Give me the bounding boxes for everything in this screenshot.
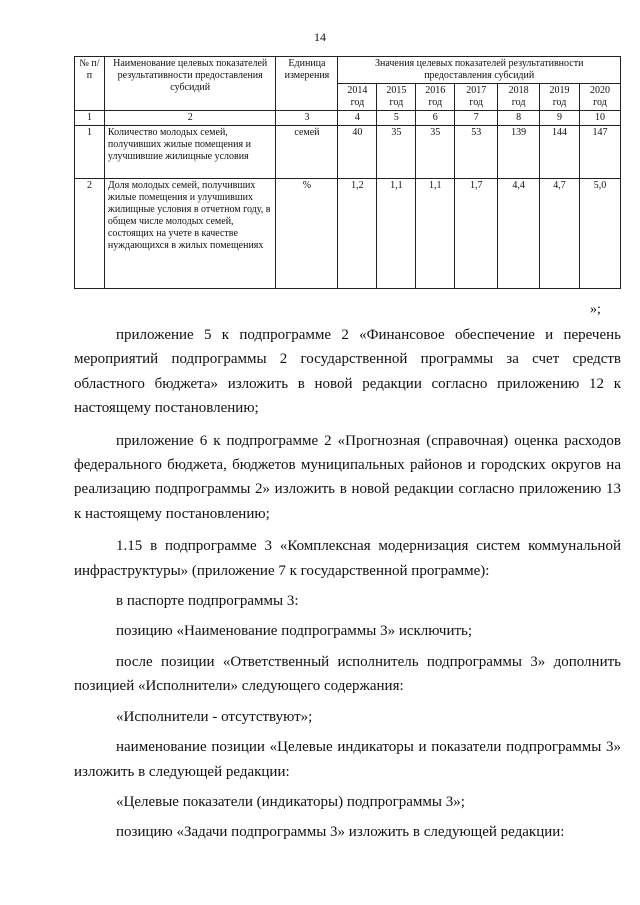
table-row	[75, 126, 621, 179]
row-value: 1,2	[338, 179, 377, 289]
row-value: 147	[580, 126, 621, 179]
col-number: 1	[75, 111, 105, 126]
row-value: 4,4	[498, 179, 540, 289]
paragraph: приложение 6 к подпрограмме 2 «Прогнозная (справочная) оценка расходов федерального бюджета, бюджетов муниципальных районов и городских округов на реализацию подпрограммы 2» изложить в новой редакции согласно приложению 13 к настоящему постановлению;	[74, 432, 621, 522]
header-year: 2015 год	[377, 84, 416, 111]
paragraph: позицию «Задачи подпрограммы 3» изложить в следующей редакции:	[116, 824, 565, 841]
header-year: 2018 год	[498, 84, 540, 111]
paragraph: наименование позиции «Целевые индикаторы и показатели подпрограммы 3» изложить в следующей редакции:	[74, 739, 621, 780]
row-name: Доля молодых семей, получивших жилые помещения и улучшивших жилищные условия в отчетном году, в общем числе молодых семей, состоящих на учете в качестве нуждающихся в жилых помещениях	[104, 179, 276, 289]
page-number: 14	[314, 30, 326, 44]
header-year: 2020 год	[580, 84, 621, 111]
row-value: 1,1	[416, 179, 455, 289]
row-num: 2	[75, 179, 105, 289]
col-number: 3	[276, 111, 338, 126]
paragraph: «Исполнители - отсутствуют»;	[116, 708, 313, 725]
document-body	[74, 323, 621, 845]
table-colnum-row	[75, 111, 621, 126]
table-header-row	[75, 57, 621, 84]
row-value: 53	[455, 126, 498, 179]
paragraph: позицию «Наименование подпрограммы 3» исключить;	[116, 623, 473, 640]
row-unit: семей	[276, 126, 338, 179]
header-num: № п/п	[75, 57, 105, 111]
row-value: 139	[498, 126, 540, 179]
col-number: 5	[377, 111, 416, 126]
col-number: 9	[540, 111, 580, 126]
col-number: 10	[580, 111, 621, 126]
row-num: 1	[75, 126, 105, 179]
col-number: 8	[498, 111, 540, 126]
header-year: 2017 год	[455, 84, 498, 111]
row-value: 1,7	[455, 179, 498, 289]
paragraph: 1.15 в подпрограмме 3 «Комплексная модернизация систем коммунальной инфраструктуры» (приложение 7 к государственной программе):	[74, 538, 621, 579]
row-value: 35	[377, 126, 416, 179]
paragraph: приложение 5 к подпрограмме 2 «Финансовое обеспечение и перечень мероприятий подпрограммы 2 государственной программы за счет средств областного бюджета» изложить в новой редакции согласно приложению 12 к настоящему постановлению;	[74, 327, 621, 417]
row-value: 5,0	[580, 179, 621, 289]
table-closing-mark: »;	[590, 302, 601, 317]
row-value: 144	[540, 126, 580, 179]
paragraph: в паспорте подпрограммы 3:	[116, 593, 299, 610]
col-number: 6	[416, 111, 455, 126]
header-year: 2016 год	[416, 84, 455, 111]
indicators-table	[74, 56, 621, 289]
paragraph: «Целевые показатели (индикаторы) подпрограммы 3»;	[116, 793, 465, 810]
row-unit: %	[276, 179, 338, 289]
paragraph: после позиции «Ответственный исполнитель подпрограммы 3» дополнить позицией «Исполнители» следующего содержания:	[74, 653, 621, 695]
row-name: Количество молодых семей, получивших жилые помещения и улучшившие жилищные условия	[104, 126, 276, 179]
col-number: 2	[104, 111, 276, 126]
row-value: 1,1	[377, 179, 416, 289]
header-year: 2014 год	[338, 84, 377, 111]
header-unit: Единица измерения	[276, 57, 338, 111]
header-name: Наименование целевых показателей результативности предоставления субсидий	[104, 57, 276, 111]
row-value: 35	[416, 126, 455, 179]
header-values-title: Значения целевых показателей результативности предоставления субсидий	[338, 57, 621, 84]
header-year: 2019 год	[540, 84, 580, 111]
table-row	[75, 179, 621, 289]
col-number: 4	[338, 111, 377, 126]
row-value: 4,7	[540, 179, 580, 289]
row-value: 40	[338, 126, 377, 179]
col-number: 7	[455, 111, 498, 126]
